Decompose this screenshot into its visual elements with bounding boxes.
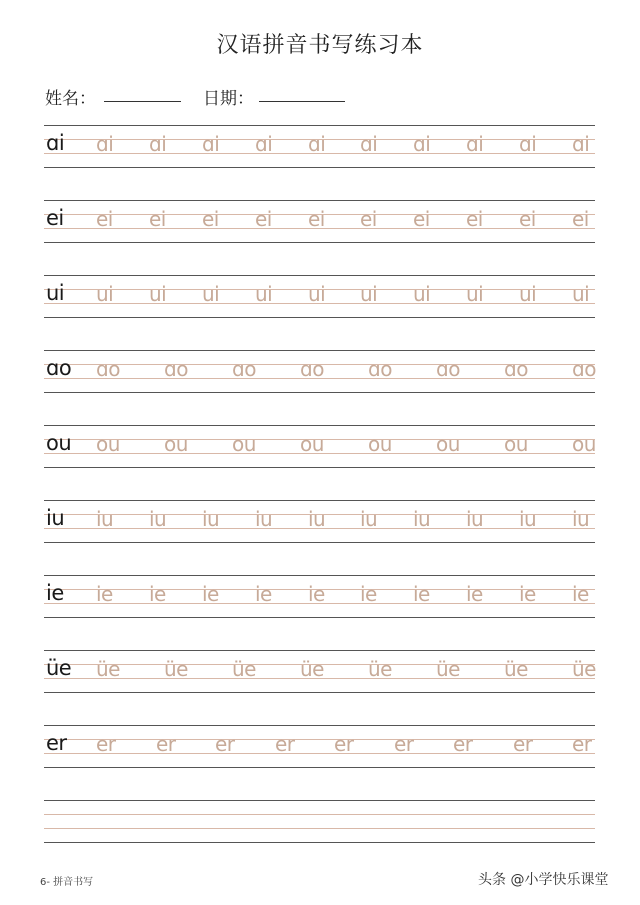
trace-syllable: iu bbox=[96, 507, 114, 531]
ruled-line bbox=[44, 800, 595, 801]
trace-syllable: iu bbox=[413, 507, 431, 531]
date-blank-line[interactable] bbox=[259, 101, 345, 102]
trace-syllable: iu bbox=[572, 507, 590, 531]
writing-row bbox=[0, 725, 640, 767]
trace-syllable: iu bbox=[255, 507, 273, 531]
trace-syllable: ou bbox=[164, 432, 188, 456]
trace-syllable: er bbox=[334, 732, 354, 756]
page-number: 6- 拼音书写 bbox=[40, 877, 94, 888]
model-syllable: iu bbox=[46, 506, 65, 530]
ruled-line bbox=[44, 814, 595, 815]
writing-row bbox=[0, 575, 640, 617]
trace-syllable: ui bbox=[519, 282, 537, 306]
trace-syllable: ei bbox=[466, 207, 483, 231]
writing-row bbox=[0, 125, 640, 167]
trace-syllable: er bbox=[156, 732, 176, 756]
trace-syllable: ei bbox=[149, 207, 166, 231]
trace-syllable: ɑi bbox=[572, 132, 590, 156]
ruled-line bbox=[44, 467, 595, 468]
model-syllable: ou bbox=[46, 431, 72, 455]
model-syllable: üe bbox=[46, 656, 72, 680]
writing-row bbox=[0, 500, 640, 542]
trace-syllable: er bbox=[394, 732, 414, 756]
trace-syllable: ɑi bbox=[360, 132, 378, 156]
trace-syllable: ɑo bbox=[232, 357, 256, 381]
ruled-line bbox=[44, 275, 595, 276]
trace-syllable: ɑo bbox=[504, 357, 528, 381]
writing-row bbox=[0, 275, 640, 317]
trace-syllable: ei bbox=[308, 207, 325, 231]
trace-syllable: iu bbox=[202, 507, 220, 531]
trace-syllable: ui bbox=[202, 282, 220, 306]
trace-syllable: ie bbox=[360, 582, 377, 606]
trace-syllable: ui bbox=[255, 282, 273, 306]
trace-syllable: üe bbox=[96, 657, 120, 681]
trace-syllable: ɑi bbox=[96, 132, 114, 156]
trace-syllable: iu bbox=[466, 507, 484, 531]
trace-syllable: ie bbox=[519, 582, 536, 606]
ruled-line bbox=[44, 617, 595, 618]
writing-row bbox=[0, 800, 640, 842]
ruled-line bbox=[44, 242, 595, 243]
trace-syllable: ie bbox=[572, 582, 589, 606]
trace-syllable: ui bbox=[149, 282, 167, 306]
trace-syllable: ei bbox=[572, 207, 589, 231]
trace-syllable: üe bbox=[436, 657, 460, 681]
trace-syllable: ɑi bbox=[149, 132, 167, 156]
ruled-line bbox=[44, 167, 595, 168]
trace-syllable: ei bbox=[255, 207, 272, 231]
trace-syllable: ou bbox=[436, 432, 460, 456]
model-syllable: er bbox=[46, 731, 67, 755]
trace-syllable: ei bbox=[413, 207, 430, 231]
trace-syllable: ɑo bbox=[96, 357, 120, 381]
trace-syllable: ie bbox=[308, 582, 325, 606]
trace-syllable: iu bbox=[360, 507, 378, 531]
model-syllable: ɑo bbox=[46, 356, 72, 380]
trace-syllable: ou bbox=[96, 432, 120, 456]
trace-syllable: ɑi bbox=[308, 132, 326, 156]
trace-syllable: ui bbox=[308, 282, 326, 306]
trace-syllable: ui bbox=[96, 282, 114, 306]
trace-syllable: ou bbox=[232, 432, 256, 456]
ruled-line bbox=[44, 692, 595, 693]
trace-syllable: ui bbox=[360, 282, 378, 306]
trace-syllable: üe bbox=[572, 657, 596, 681]
trace-syllable: üe bbox=[300, 657, 324, 681]
trace-syllable: ui bbox=[572, 282, 590, 306]
writing-row bbox=[0, 350, 640, 392]
model-syllable: ui bbox=[46, 281, 65, 305]
trace-syllable: ɑo bbox=[164, 357, 188, 381]
writing-row bbox=[0, 425, 640, 467]
trace-syllable: ie bbox=[466, 582, 483, 606]
trace-syllable: ou bbox=[504, 432, 528, 456]
trace-syllable: ie bbox=[255, 582, 272, 606]
trace-syllable: ie bbox=[96, 582, 113, 606]
ruled-line bbox=[44, 842, 595, 843]
trace-syllable: ei bbox=[360, 207, 377, 231]
trace-syllable: ɑi bbox=[255, 132, 273, 156]
trace-syllable: iu bbox=[519, 507, 537, 531]
model-syllable: ei bbox=[46, 206, 64, 230]
writing-row bbox=[0, 650, 640, 692]
page-title: 汉语拼音书写练习本 bbox=[216, 33, 424, 58]
trace-syllable: ou bbox=[368, 432, 392, 456]
ruled-line bbox=[44, 828, 595, 829]
trace-syllable: üe bbox=[232, 657, 256, 681]
ruled-line bbox=[44, 350, 595, 351]
trace-syllable: ie bbox=[413, 582, 430, 606]
trace-syllable: iu bbox=[308, 507, 326, 531]
ruled-line bbox=[44, 125, 595, 126]
trace-syllable: ou bbox=[572, 432, 596, 456]
trace-syllable: ei bbox=[202, 207, 219, 231]
trace-syllable: üe bbox=[504, 657, 528, 681]
trace-syllable: iu bbox=[149, 507, 167, 531]
trace-syllable: ɑo bbox=[368, 357, 392, 381]
trace-syllable: ɑo bbox=[572, 357, 596, 381]
ruled-line bbox=[44, 650, 595, 651]
trace-syllable: ɑi bbox=[519, 132, 537, 156]
trace-syllable: er bbox=[96, 732, 116, 756]
trace-syllable: ui bbox=[413, 282, 431, 306]
trace-syllable: er bbox=[275, 732, 295, 756]
model-syllable: ie bbox=[46, 581, 64, 605]
trace-syllable: üe bbox=[368, 657, 392, 681]
trace-syllable: ɑo bbox=[436, 357, 460, 381]
trace-syllable: ui bbox=[466, 282, 484, 306]
model-syllable: ɑi bbox=[46, 131, 65, 155]
trace-syllable: ie bbox=[149, 582, 166, 606]
trace-syllable: ɑo bbox=[300, 357, 324, 381]
trace-syllable: ɑi bbox=[413, 132, 431, 156]
trace-syllable: er bbox=[513, 732, 533, 756]
trace-syllable: er bbox=[453, 732, 473, 756]
ruled-line bbox=[44, 392, 595, 393]
watermark: 头条 @小学快乐课堂 bbox=[478, 872, 609, 888]
name-blank-line[interactable] bbox=[104, 101, 181, 102]
trace-syllable: ie bbox=[202, 582, 219, 606]
ruled-line bbox=[44, 542, 595, 543]
date-label: 日期： bbox=[203, 89, 254, 109]
trace-syllable: ɑi bbox=[466, 132, 484, 156]
trace-syllable: er bbox=[215, 732, 235, 756]
ruled-line bbox=[44, 317, 595, 318]
writing-row bbox=[0, 200, 640, 242]
trace-syllable: ei bbox=[519, 207, 536, 231]
ruled-line bbox=[44, 200, 595, 201]
name-label: 姓名： bbox=[45, 89, 96, 109]
ruled-line bbox=[44, 575, 595, 576]
trace-syllable: ei bbox=[96, 207, 113, 231]
ruled-line bbox=[44, 425, 595, 426]
ruled-line bbox=[44, 725, 595, 726]
trace-syllable: ou bbox=[300, 432, 324, 456]
ruled-line bbox=[44, 500, 595, 501]
trace-syllable: üe bbox=[164, 657, 188, 681]
ruled-line bbox=[44, 767, 595, 768]
trace-syllable: ɑi bbox=[202, 132, 220, 156]
trace-syllable: er bbox=[572, 732, 592, 756]
